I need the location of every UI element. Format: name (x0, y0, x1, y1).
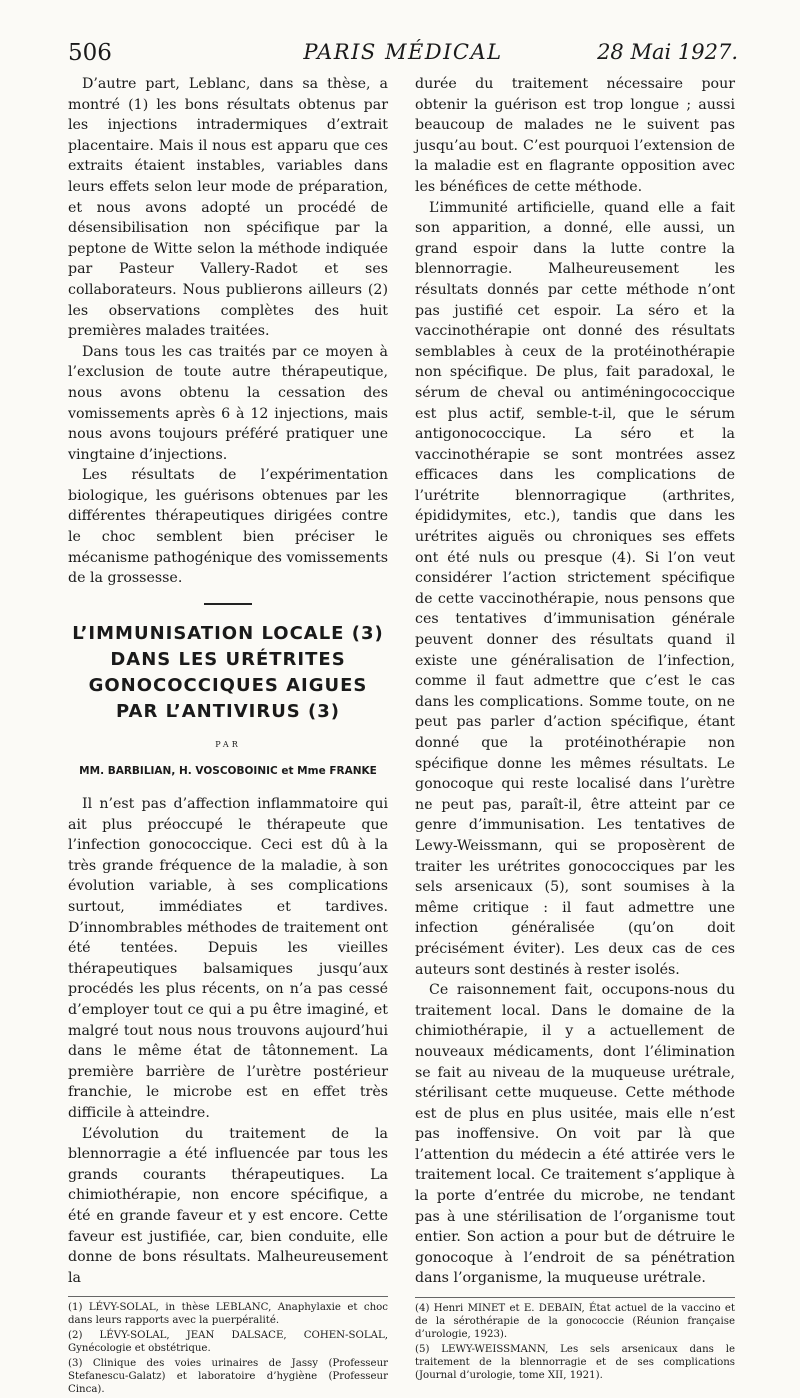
left-column (68, 74, 388, 1398)
footnote: (5) LEWY-WEISSMANN, Les sels arsenicaux dans le traitement de la blennorragie et de ses complications (Journal d’urologie, tome XII, 1921). (415, 1344, 735, 1382)
footnote-separator (415, 1297, 735, 1298)
footnote: (1) LÉVY-SOLAL, in thèse LEBLANC, Anaphylaxie et choc dans leurs rapports avec la puerpéralité. (68, 1302, 388, 1327)
footnote: (3) Clinique des voies urinaires de Jassy (Professeur Stefanescu-Galatz) et laboratoire d’hygiène (Professeur Cinca). (68, 1358, 388, 1396)
footnote: (4) Henri MINET et E. DEBAIN, État actuel de la vaccino et de la sérothérapie de la gonococcie (Réunion française d’urologie, 1923). (415, 1303, 735, 1341)
footnote-separator (68, 1296, 388, 1297)
paragraph: Les résultats de l’expérimentation biologique, les guérisons obtenues par les différentes thérapeutiques dirigées contre le choc semblent bien préciser le mécanisme pathogénique des vomissements de la grossesse. (68, 467, 388, 587)
right-column (415, 74, 735, 1384)
paragraph: Il n’est pas d’affection inflammatoire qui ait plus préoccupé le thérapeute que l’infection gonococcique. Ceci est dû à la très grande fréquence de la maladie, à son évolution variable, à ses complications surtout, immédiates et tardives. D’innombrables méthodes de traitement ont été tentées. Depuis les vieilles thérapeutiques balsamiques jusqu’aux procédés les plus récents, on n’a pas cessé d’employer tout ce qui a pu être imaginé, et malgré tout nous nous trouvons aujourd’hui dans le même état de tâtonnement. La première barrière de l’urètre postérieur franchie, le microbe est en effet très difficile à atteindre. (68, 796, 388, 1121)
paragraph: L’immunité artificielle, quand elle a fait son apparition, a donné, elle aussi, un grand espoir dans la lutte contre la blennorragie. Malheureusement les résultats donnés par cette méthode n’ont pas justifié cet espoir. La séro et la vaccinothérapie ont donné des résultats semblables à ceux de la protéinothérapie non spécifique. De plus, fait paradoxal, le sérum de cheval ou antiméningococcique est plus actif, semble-t-il, que le sérum antigonococcique. La séro et la vaccinothérapie se sont montrées assez efficaces dans les complications de l’urétrite blennorragique (arthrites, épididymites, etc.), tandis que dans les urétrites aiguës ou chroniques ses effets ont été nuls ou presque (4). Si l’on veut considérer l’action strictement spécifique de cette vaccinothérapie, nous pensons que ces tentatives d’immunisation générale peuvent donner des résultats quand il existe une généralisation de l’infection, comme il faut admettre que c’est le cas dans les complications. Somme toute, on ne peut pas parler d’action spécifique, étant donné que la protéinothérapie non spécifique donne les mêmes résultats. Le gonocoque qui reste localisé dans l’urètre ne peut pas, paraît-il, être atteint par ce genre d’immunisation. Les tentatives de Lewy-Weissmann, qui se proposèrent de traiter les urétrites gonococciques par les sels arsenicaux (5), sont soumises à la même critique : il faut admettre une infection généralisée (qu’on doit précisément éviter). Les deux cas de ces auteurs sont destinés à rester isolés. (415, 199, 735, 978)
byline-par: PAR (215, 739, 241, 749)
authors: MM. BARBILIAN, H. VOSCOBOINIC et Mme FRANKE (79, 765, 377, 778)
journal-title: PARIS MÉDICAL (303, 40, 503, 64)
paragraph: Ce raisonnement fait, occupons-nous du traitement local. Dans le domaine de la chimiothérapie, il y a actuellement de nouveaux médicaments, dont l’élimination se fait au niveau de la muqueuse urétrale, stérilisant cette muqueuse. Cette méthode est de plus en plus usitée, mais elle n’est pas inoffensive. On voit par là que l’attention du médecin a été attirée vers le traitement local. Ce traitement s’applique à la porte d’entrée du microbe, ne tendant pas à une stérilisation de l’organisme tout entier. Son action a pour but de détruire le gonocoque à l’endroit de sa pénétration dans l’organisme, la muqueuse urétrale. (415, 982, 735, 1287)
paragraph: Dans tous les cas traités par ce moyen à l’exclusion de toute autre thérapeutique, nous avons obtenu la cessation des vomissements après 6 à 12 injections, mais nous avons toujours préféré pratiquer une vingtaine d’injections. (68, 343, 388, 463)
section-divider (204, 603, 252, 605)
issue-date: 28 Mai 1927. (597, 40, 738, 64)
paragraph: L’évolution du traitement de la blennorragie a été influencée par tous les grands courants thérapeutiques. La chimiothérapie, non encore spécifique, a été en grande faveur et y est encore. Cette faveur est justifiée, car, bien conduite, elle donne de bons résultats. Malheureusement la (68, 1125, 388, 1286)
page-header (68, 36, 738, 70)
footnote: (2) LÉVY-SOLAL, JEAN DALSACE, COHEN-SOLAL, Gynécologie et obstétrique. (68, 1330, 388, 1355)
page-number: 506 (68, 40, 112, 66)
article-title: L’IMMUNISATION LOCALE (3) DANS LES URÉTRITES GONOCOCCIQUES AIGUES PAR L’ANTIVIRUS (3) (72, 622, 384, 722)
paragraph: D’autre part, Leblanc, dans sa thèse, a montré (1) les bons résultats obtenus par les injections intradermiques d’extrait placentaire. Mais il nous est apparu que ces extraits étaient instables, variables dans leurs effets selon leur mode de préparation, et nous avons adopté un procédé de désensibilisation non spécifique par la peptone de Witte selon la méthode indiquée par Pasteur Vallery-Radot et ses collaborateurs. Nous publierons ailleurs (2) les observations complètes des huit premières malades traitées. (68, 76, 388, 340)
paragraph: durée du traitement nécessaire pour obtenir la guérison est trop longue ; aussi beaucoup de malades ne le suivent pas jusqu’au bout. C’est pourquoi l’extension de la maladie est en flagrante opposition avec les bénéfices de cette méthode. (415, 76, 735, 195)
